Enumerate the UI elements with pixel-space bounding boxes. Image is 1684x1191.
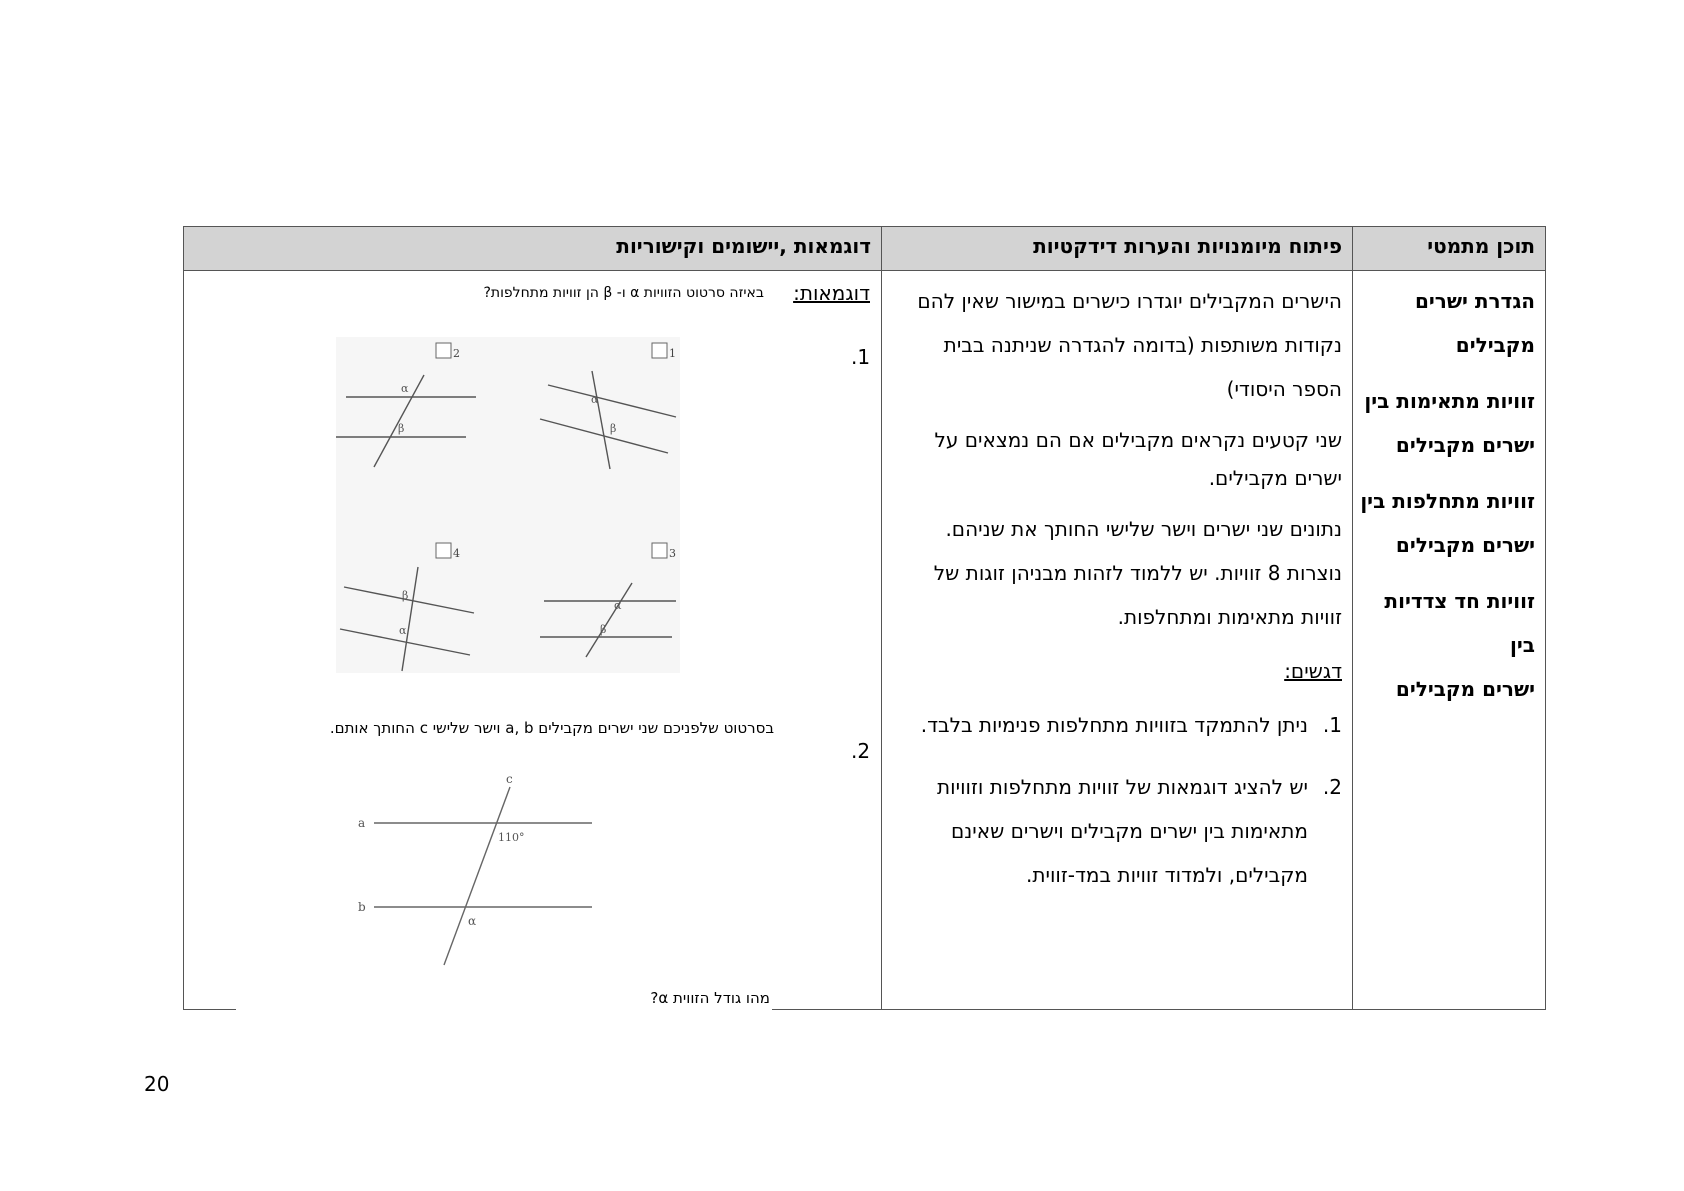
option-2-beta: β — [398, 422, 405, 435]
example-2-bottom-question: מהו גודל הזווית α? — [650, 989, 770, 1007]
header-content — [1352, 227, 1545, 271]
header-content-label: תוכן מתמטי — [1427, 234, 1535, 258]
emphasis-item: 2. יש להציג דוגמאות של זוויות מתחלפות וזוויות מתאימות בין ישרים מקבילים וישרים שאינם מקבילים, ולמדוד זוויות במד-זווית. — [937, 775, 1342, 887]
option-4-beta: β — [402, 589, 409, 602]
emphasis-title: דגשים: — [1284, 659, 1342, 683]
example-1-number: .1 — [851, 345, 871, 369]
header-examples-label: דוגמאות ,יישומים וקישוריות — [616, 234, 871, 258]
header-development — [881, 227, 1352, 271]
option-2-alpha: α — [401, 382, 409, 395]
examples-title: דוגמאות: — [793, 281, 870, 305]
option-3-label: 3 — [669, 547, 676, 560]
option-1-alpha: α — [591, 393, 599, 406]
option-1-beta: β — [610, 422, 617, 435]
topic-alternate-angles: זוויות מתחלפות בין ישרים מקבילים — [1360, 489, 1535, 557]
border-gap — [236, 1007, 772, 1011]
example-2-question: בסרטוט שלפניכם שני ישרים מקבילים a, b וישר שלישי c החותך אותם. — [329, 719, 774, 737]
option-4-label: 4 — [453, 547, 460, 560]
development-paragraph-segments: שני קטעים נקראים מקבילים אם הם נמצאים על ישרים מקבילים. — [934, 428, 1342, 490]
option-4-alpha: α — [399, 624, 407, 637]
parallel-lines-figure — [354, 771, 614, 977]
option-4-checkbox[interactable] — [436, 543, 451, 558]
header-examples — [184, 227, 881, 271]
header-development-label: פיתוח מיומנויות והערות דידקטיות — [1033, 234, 1342, 258]
topic-co-interior-angles: זוויות חד צדדיות בין ישרים מקבילים — [1384, 589, 1535, 701]
option-2-checkbox[interactable] — [436, 343, 451, 358]
development-column — [896, 279, 1342, 897]
example-1-question: באיזה סרטוט הזוויות α ו- β הן זוויות מתחלפות? — [483, 285, 764, 301]
line-a-label: a — [358, 816, 366, 830]
topic-corresponding-angles: זוויות מתאימות בין ישרים מקבילים — [1364, 389, 1535, 457]
line-c-label: c — [506, 772, 513, 786]
development-paragraph-definition: הישרים המקבילים יוגדרו כישרים במישור שאין להם נקודות משותפות (בדומה להגדרה שניתנה בבית הספר היסודי) — [917, 289, 1342, 401]
example-2-number: .2 — [851, 739, 871, 763]
option-2-label: 2 — [453, 347, 460, 360]
option-1-checkbox[interactable] — [652, 343, 667, 358]
topic-parallel-definition: הגדרת ישרים מקבילים — [1414, 289, 1535, 357]
development-paragraph-angles: נתונים שני ישרים וישר שלישי החותך את שניהם. נוצרות 8 זוויות. יש ללמוד לזהות מבניהן זוגות של זוויות מתאימות ומתחלפות. — [933, 517, 1342, 629]
option-3-beta: β — [600, 623, 607, 636]
option-1-label: 1 — [669, 347, 676, 360]
emphasis-item: 1. ניתן להתמקד בזוויות מתחלפות פנימיות בלבד. — [920, 713, 1342, 737]
page-number: 20 — [144, 1072, 170, 1096]
topics-column — [1360, 279, 1535, 711]
column-divider — [881, 227, 882, 1009]
alpha-label: α — [468, 914, 477, 928]
line-b-label: b — [358, 900, 366, 914]
curriculum-table — [183, 226, 1546, 1010]
option-3-checkbox[interactable] — [652, 543, 667, 558]
column-divider — [1352, 227, 1353, 1009]
alternate-angles-figure — [336, 337, 680, 673]
angle-110-label: 110° — [498, 831, 525, 844]
option-3-alpha: α — [614, 599, 622, 612]
